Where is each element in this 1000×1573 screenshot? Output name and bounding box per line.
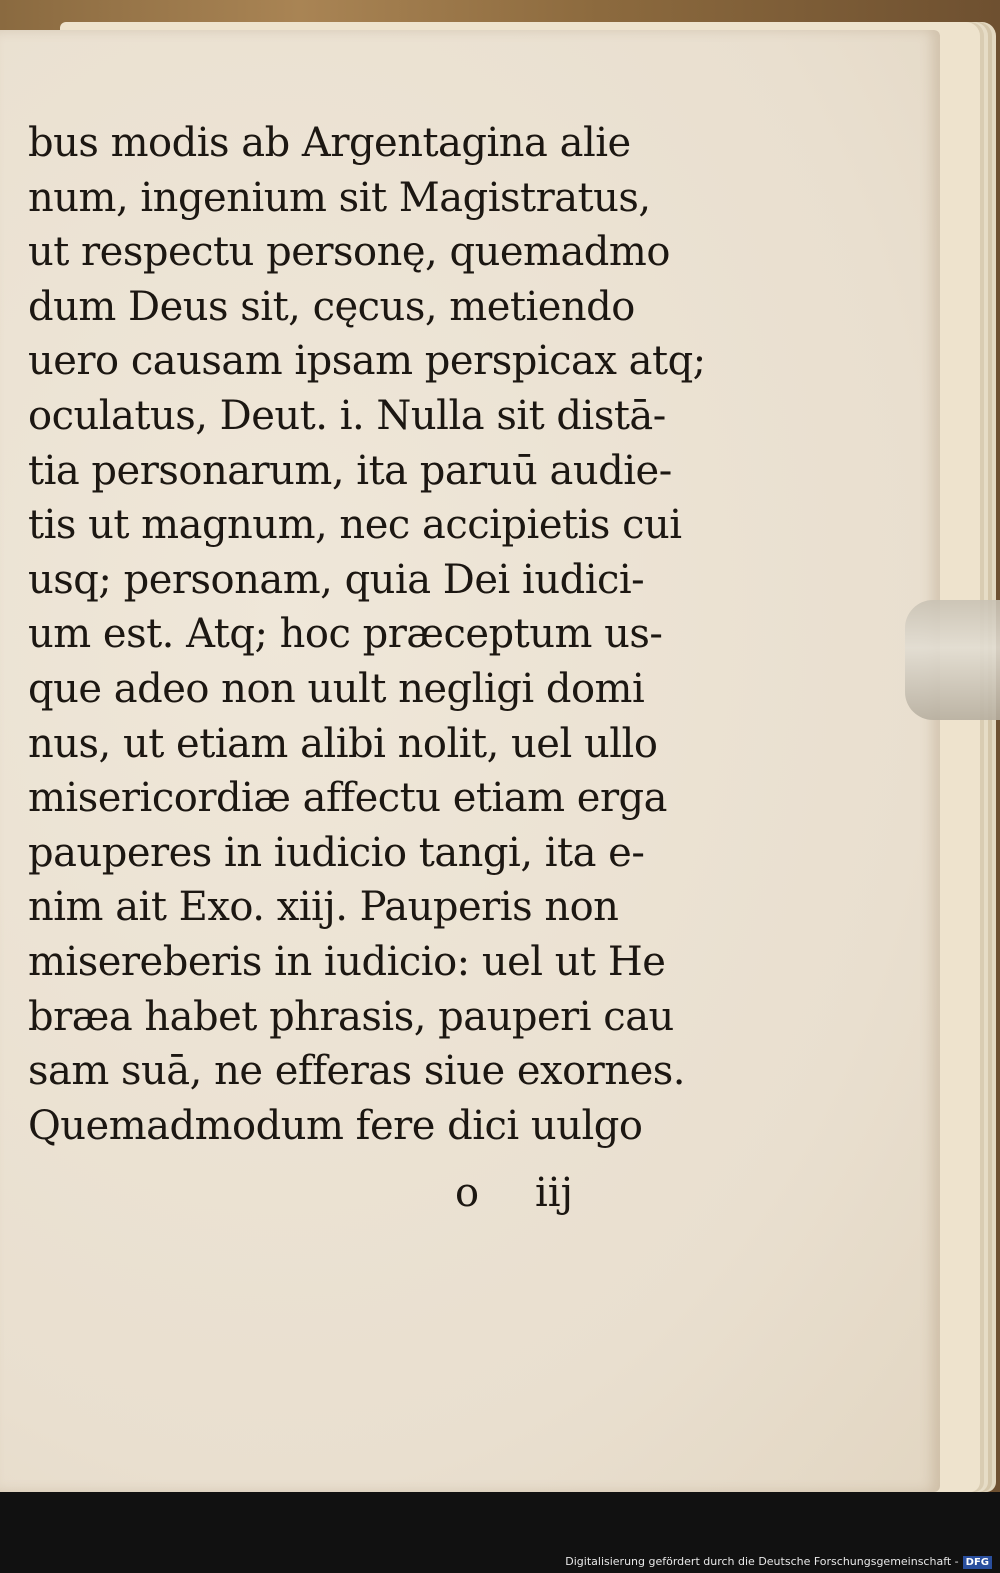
body-text <box>28 116 706 1153</box>
signature-letter: o <box>455 1170 480 1216</box>
text-line-3: ut respectu personę, quemadmo <box>28 229 670 276</box>
text-line-5: uero causam ipsam perspicax atq; <box>28 338 706 385</box>
text-line-7: tia personarum, ita paruū audie- <box>28 447 672 494</box>
text-line-10: um est. Atq; hoc præceptum us- <box>28 611 663 658</box>
signature-number: iij <box>535 1170 573 1216</box>
text-line-4: dum Deus sit, cęcus, metiendo <box>28 283 635 330</box>
footer-bar <box>0 1492 1000 1573</box>
text-line-17: bræa habet phrasis, pauperi cau <box>28 993 674 1040</box>
text-line-11: que adeo non uult negligi domi <box>28 665 645 712</box>
text-line-6: oculatus, Deut. i. Nulla sit distā- <box>28 392 666 439</box>
text-line-15: nim ait Exo. xiij. Pauperis non <box>28 884 619 931</box>
footer-credit-block <box>565 1555 992 1569</box>
text-line-8: tis ut magnum, nec accipietis cui <box>28 502 682 549</box>
text-line-9: usq; personam, quia Dei iudici- <box>28 556 645 603</box>
text-line-14: pauperes in iudicio tangi, ita e- <box>28 829 645 876</box>
dfg-logo: DFG <box>963 1556 992 1569</box>
text-line-19: Quemadmodum fere dici uulgo <box>28 1102 643 1149</box>
text-line-1: bus modis ab Argentagina alie <box>28 120 631 166</box>
footer-credit: Digitalisierung gefördert durch die Deutsche Forschungsgemeinschaft - <box>565 1555 959 1568</box>
page-marker-tab <box>905 600 1000 720</box>
text-line-16: misereberis in iudicio: uel ut He <box>28 938 666 985</box>
text-line-12: nus, ut etiam alibi nolit, uel ullo <box>28 720 658 767</box>
signature-mark <box>455 1168 605 1218</box>
text-line-13: misericordiæ affectu etiam erga <box>28 775 668 822</box>
text-line-2: num, ingenium sit Magistratus, <box>28 174 651 221</box>
text-line-18: sam suā, ne efferas siue exornes. <box>28 1048 685 1095</box>
